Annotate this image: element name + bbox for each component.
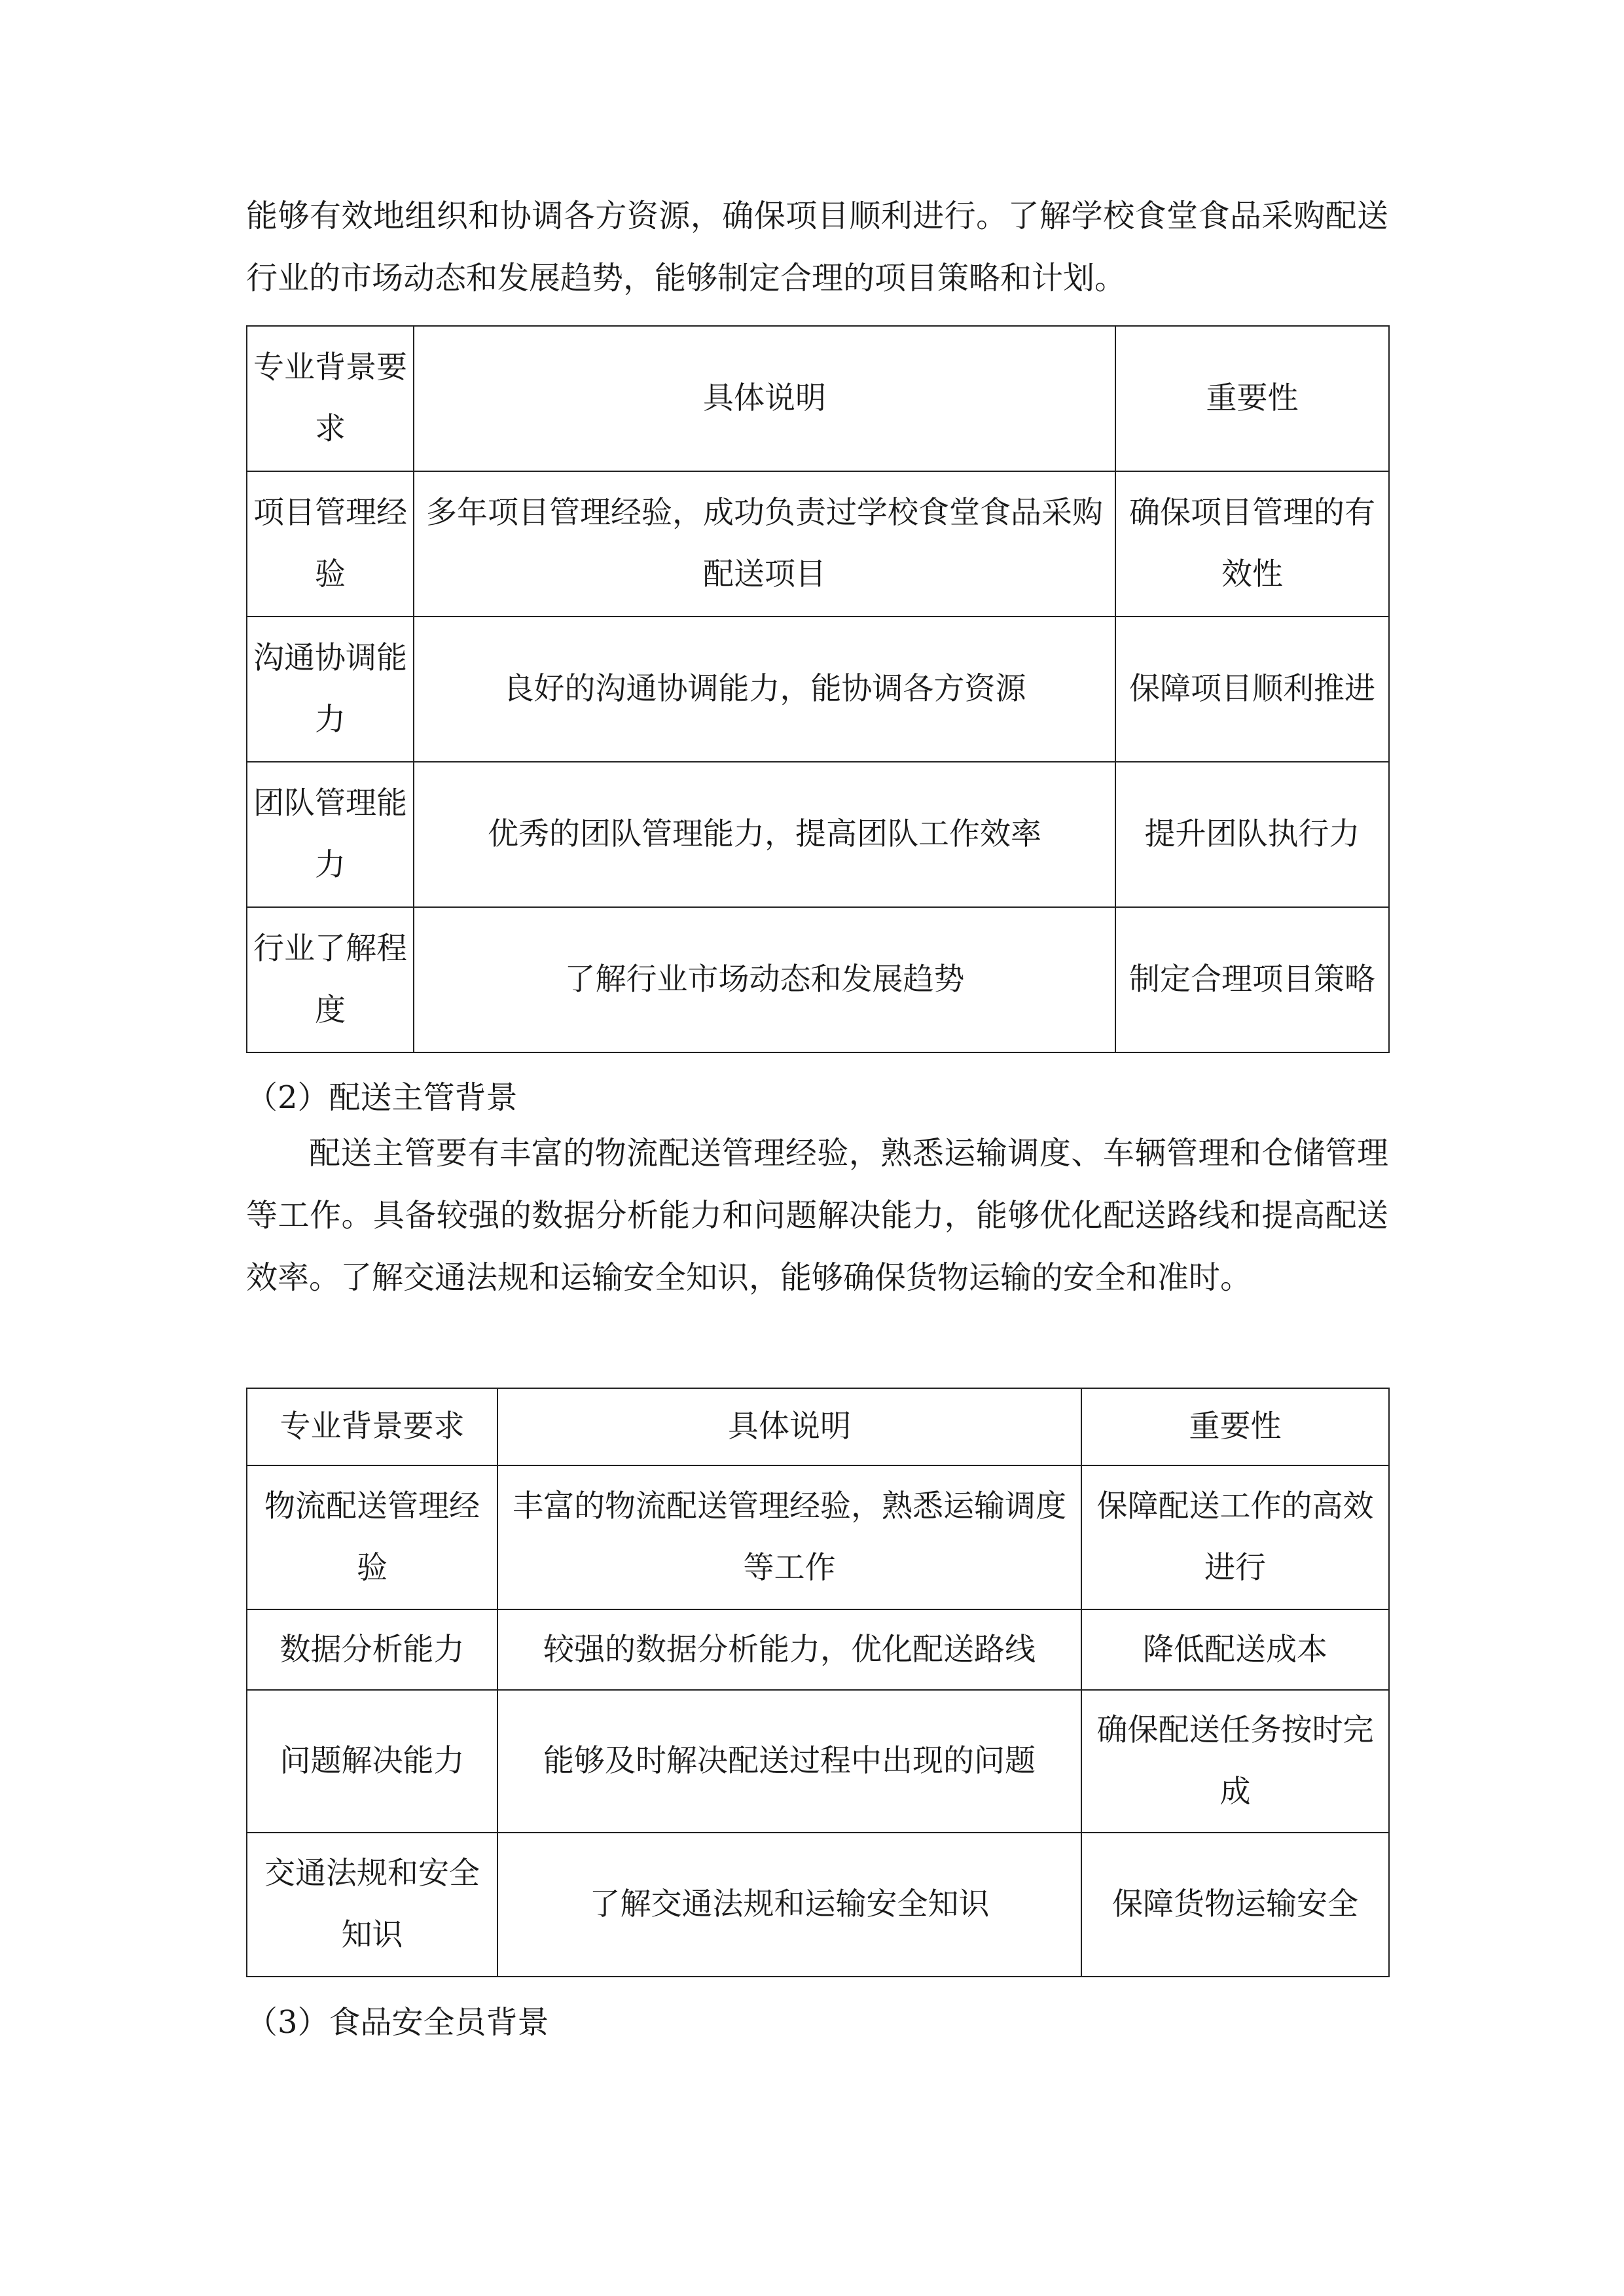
table-row	[247, 617, 1389, 762]
table-cell: 多年项目管理经验，成功负责过学校食堂食品采购配送项目	[414, 471, 1115, 617]
table-cell: 问题解决能力	[247, 1690, 497, 1833]
header-cell: 专业背景要求	[247, 1388, 497, 1465]
table-cell: 制定合理项目策略	[1115, 907, 1389, 1052]
table-cell: 交通法规和安全知识	[247, 1833, 497, 1977]
table-cell: 提升团队执行力	[1115, 762, 1389, 907]
table-header-row	[247, 326, 1389, 471]
table-cell: 优秀的团队管理能力，提高团队工作效率	[414, 762, 1115, 907]
table-cell: 能够及时解决配送过程中出现的问题	[497, 1690, 1081, 1833]
table-cell: 数据分析能力	[247, 1609, 497, 1690]
table-row	[247, 762, 1389, 907]
project-manager-background-table	[246, 325, 1390, 1053]
table-cell: 行业了解程度	[247, 907, 414, 1052]
table-cell: 保障项目顺利推进	[1115, 617, 1389, 762]
header-cell: 专业背景要求	[247, 326, 414, 471]
table-cell: 保障货物运输安全	[1081, 1833, 1389, 1977]
table-header-row	[247, 1388, 1389, 1465]
table-row	[247, 1690, 1389, 1833]
table-row	[247, 471, 1389, 617]
section-heading-distribution-supervisor: （2）配送主管背景	[246, 1079, 518, 1116]
table-cell: 确保项目管理的有效性	[1115, 471, 1389, 617]
table-cell: 降低配送成本	[1081, 1609, 1389, 1690]
header-cell: 重要性	[1115, 326, 1389, 471]
distribution-supervisor-background-table	[246, 1388, 1390, 1977]
table-cell: 较强的数据分析能力，优化配送路线	[497, 1609, 1081, 1690]
header-cell: 重要性	[1081, 1388, 1389, 1465]
table-cell: 保障配送工作的高效进行	[1081, 1465, 1389, 1609]
table-cell: 物流配送管理经验	[247, 1465, 497, 1609]
table-cell: 沟通协调能力	[247, 617, 414, 762]
table-cell: 了解行业市场动态和发展趋势	[414, 907, 1115, 1052]
section2-paragraph: 配送主管要有丰富的物流配送管理经验，熟悉运输调度、车辆管理和仓储管理等工作。具备较强的数据分析能力和问题解决能力，能够优化配送路线和提高配送效率。了解交通法规和运输安全知识，能够确保货物运输的安全和准时。	[246, 1135, 1388, 1296]
intro-paragraph: 能够有效地组织和协调各方资源，确保项目顺利进行。了解学校食堂食品采购配送行业的市场动态和发展趋势，能够制定合理的项目策略和计划。	[246, 198, 1388, 296]
table-row	[247, 907, 1389, 1052]
header-cell: 具体说明	[497, 1388, 1081, 1465]
table-row	[247, 1465, 1389, 1609]
table-cell: 项目管理经验	[247, 471, 414, 617]
section-heading-food-safety-officer: （3）食品安全员背景	[246, 2004, 549, 2041]
table-cell: 良好的沟通协调能力，能协调各方资源	[414, 617, 1115, 762]
table-cell: 丰富的物流配送管理经验，熟悉运输调度等工作	[497, 1465, 1081, 1609]
table-cell: 确保配送任务按时完成	[1081, 1690, 1389, 1833]
table-cell: 了解交通法规和运输安全知识	[497, 1833, 1081, 1977]
table-cell: 团队管理能力	[247, 762, 414, 907]
header-cell: 具体说明	[414, 326, 1115, 471]
table-row	[247, 1609, 1389, 1690]
table-row	[247, 1833, 1389, 1977]
